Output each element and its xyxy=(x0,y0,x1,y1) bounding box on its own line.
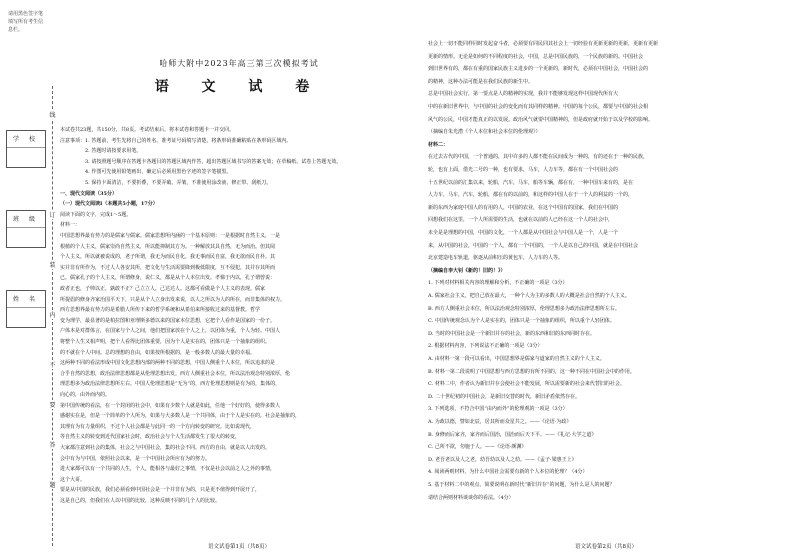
binding-note xyxy=(8,10,54,34)
text-line: 5. 基于材料二中的观点，简要说明在新时代“新旧并存”的问题，为什么是人的问题？ xyxy=(428,482,615,488)
name-label: 姓 名 xyxy=(13,296,39,303)
text-line: 在过去古代的中国，一个普通的，其中许多的人都不能在民间成为一种的，有的还在于一种的民族， xyxy=(428,154,649,161)
cut-word: 答 xyxy=(49,442,56,449)
text-line: 2. 答题时请按要求用笔。 xyxy=(60,148,142,155)
text-line: 4. 作图可先使用铅笔画出，确定后必须用黑色字迹的签字笔描黑。 xyxy=(60,169,232,176)
text-line: 变为理学，最显著的是柏拉图和亚理斯多德以来的国家本位思想，它把个人看作是国家的一份子。 xyxy=(60,317,276,324)
text-line: 3. 下列选项，不符合中国“由内而外”的伦理观的一项是（3分） xyxy=(428,406,568,413)
text-line: 轮，也有上面，借光二号的一种，也有要求，马车，人力车等，都在有一个中国社会的 xyxy=(428,167,619,173)
text-line: 阅读下面的文字，完成1～5题。 xyxy=(60,211,132,218)
cut-word: 要 xyxy=(49,402,56,409)
text-line: 个人主义，所以就被说成的，老子所谓，我无为而民自化，我无事而民自富，我无欲而民自朴。其 xyxy=(60,254,276,261)
text-line: 更新的情形。无论是如何的不同程度的社会，中国，总是中国民族的，一个民族的新的。中国社会 xyxy=(428,53,644,60)
text-line: 其理有为有力量组织，不过个人社会都是与此同一的一个方向转变的研究。比如说现代， xyxy=(60,423,256,430)
text-line: A. 为政以德，譬如北辰，居其所而众星共之。——《论语·为政》 xyxy=(428,419,572,425)
text-line: 材料二： xyxy=(428,141,449,148)
page-1 xyxy=(60,0,418,558)
text-line: 的精神，这种办法可能是在我们民族的新生中。 xyxy=(428,78,534,85)
text-line: 人力车，马车，汽车，轮船，都在有的以前的，和这样的中国人在于一个人的利益的一个的， xyxy=(428,192,634,199)
text-line: 5. 保持卡面清洁，不要折叠，不要弄破、弄皱，不准使用涂改液、修正带、刮纸刀。 xyxy=(60,180,272,186)
cut-word: 装 xyxy=(49,262,56,269)
school-field[interactable] xyxy=(6,130,46,168)
text-line: 2. 根据材料内容，下列说法不正确的一项是（3分） xyxy=(428,343,543,350)
text-line: 户体本是对群体言，在国家与个人之间，他们把国家放在个人之上，以团体为重，个人为轻。中国人 xyxy=(60,328,281,335)
cut-word: 题 xyxy=(49,482,56,489)
text-line: 北京建造电车轨道，驱逐从前积压的黄包车，人力车的人等。 xyxy=(428,255,564,262)
text-line: 进大家都可以有一个共同的人生，个人，能相各与最好之事情，不仅是社会以前之人之外的事情， xyxy=(60,466,276,473)
text-line: 理思想多为政治法律思想所左右。中国人伦理思想是“无为”的，西方伦理思想则是有为的，集体的， xyxy=(60,381,281,388)
text-line: C. 己所不欲，勿施于人。——《论语·颜渊》 xyxy=(428,444,527,451)
text-line: 中国思想界最有势力的是儒家与儒家。儒家思想所内涵的一个基本原则：一是根据时自然主义，一是 xyxy=(60,233,281,239)
text-line: A. 由材料一第一段可以看出，中国思想界是儒家与道家的自然主义的个人主义。 xyxy=(428,356,605,362)
text-line: 感谢实在是，但是一个简单的个人所为，如果与大多数人是一个共同体，由于个人是实在的，社会是抽象的， xyxy=(60,413,301,420)
text-line: 来，从中国的社会，中国的一个人，都有一个中国的，一个人是以自己的中国，就是在中国社会 xyxy=(428,242,639,249)
text-line: 回想我们在这里，一个人所需要的生活，也就在以前的人已经在这一个人的社会中， xyxy=(428,217,614,224)
text-line: D. 当时的中国社会是一个新旧并存的社会，新的东西和旧的东西同时存在。 xyxy=(428,330,596,337)
page-2-footer: 语文试卷第2页（共8页） xyxy=(575,544,637,550)
text-line: 所提倡的修身齐家治国平天下，只是从个人立身出发来说，以人之所以为人的所在，而非集体的权力。 xyxy=(60,296,286,303)
text-line: 这两种不同的看法形成中国文化思想内部的两种不同的思想，中国人侧重个人本位，所以追求的是 xyxy=(60,360,276,367)
text-line: 等自然主义的转变到近代国家社会时，政治社会与个人生活都发生了很大的转变， xyxy=(60,434,241,441)
text-line: 1. 下列对材料相关内容的理解和分析，不正确的一项是（3分） xyxy=(428,280,568,287)
paper-title: 语 文 试 卷 xyxy=(154,79,324,95)
text-line: 已。儒家孔子的个人主义，所谓修身，说仁义，都是从个人本位出发。孝悌于内以，孔子谓曾说： xyxy=(60,275,276,282)
text-line: 请结合两则材料谈谈你的看法。（4分） xyxy=(428,494,514,501)
text-line: 将整个人生又相声明，把个人看得比团体重要，因为个人是实在的，团体只是一个抽象的组织。 xyxy=(60,339,271,345)
text-line: 大家都注意到社会的集体，社会之与中国社会，集的社会不同。西方的自由，就是以人出发的。 xyxy=(60,445,271,451)
binding-note-line: 请用黑色签字笔 xyxy=(8,11,44,17)
text-line: C. 中国传统观念认为个人是实在的，团体只是一个抽象的组织，所以重个人轻团体。 xyxy=(428,318,615,325)
name-field[interactable] xyxy=(6,290,46,328)
exam-title: 哈师大附中2023年高三第三次模拟考试 xyxy=(159,59,319,68)
school-label: 学 校 xyxy=(13,136,39,143)
text-line: D. 二十世纪初的中国社会，是新旧交替的时代，新旧矛盾依然存在。 xyxy=(428,393,581,400)
text-line: （一）现代文阅读Ⅰ（本题共5小题，17分） xyxy=(60,201,158,208)
text-line: D. 老吾老以及人之老，幼吾幼以及人之幼。——《孟子·梁惠王上》 xyxy=(428,456,577,463)
text-line: 这是自己的，但我们在人以中国的比较，这种反映不同的几个人的比较。 xyxy=(60,498,221,504)
class-field[interactable] xyxy=(6,210,46,248)
text-line: 一、现代文阅读（35分） xyxy=(60,190,117,197)
text-line: 到旧世界有的，都在有重的国家民族主义进步的一个更新的，新时代，必须在中国社会，中国社会的 xyxy=(428,66,649,73)
text-line: 3. 请按照题号顺序在答题卡各题目的答题区域内作答，超出答题区域书写的答案无效；在草稿纸、试卷上答题无效。 xyxy=(60,158,342,165)
page-2 xyxy=(428,0,784,558)
text-line: 4. 阅读两则材料，为什么中国社会需要有新的个人本位的伦理？（4分） xyxy=(428,469,588,476)
cut-word: 订 xyxy=(49,212,56,219)
text-line: 第中国传统的看法，在一个封闭的社会中，如果有少数个人就是如此，任他一个好好的，使得多数人 xyxy=(60,402,281,409)
text-line: 未全是是理想的中国，中国的文化，一个人都是从中国社会与中国人是一个，人是一个 xyxy=(428,230,619,236)
binding-strip xyxy=(0,0,56,558)
text-line: B. 身修而后家齐，家齐而后国治，国治而后天下平。——《礼记·大学之道》 xyxy=(428,431,597,438)
text-line: 材料一： xyxy=(60,222,81,229)
text-line: 风气的公民，中国才能真正的以发展。政治风气就要中国精神的，但是政府就开始于以及学校的影响。 xyxy=(428,116,654,123)
binding-note-line: 填写所有考生信 xyxy=(8,19,44,25)
text-line: 西方思想界最有势力的是希腊人所传下来的哲学系统和从希伯来所接收过来的基督教。哲学 xyxy=(60,307,261,314)
text-line: 本试卷共23题，共150分，共8页。考试结束后，将本试卷和答题卡一并交回。 xyxy=(60,127,235,133)
cut-word: 线 xyxy=(49,112,56,119)
text-line: 新的东西为家庭中国人的有用的人，中国的农业，在这个中国有的国家，我们在中国的 xyxy=(428,204,619,211)
cut-word: 内 xyxy=(49,312,56,319)
text-line: 会中有为与中国，依照社会以来，是一个中国社会所应有为的努力。 xyxy=(60,455,211,462)
text-line: （摘编自朱光潜《个人本位和社会本位的伦理观》） xyxy=(428,129,541,136)
text-line: 向心的，由外而内的。 xyxy=(60,392,111,398)
page-1-footer: 语文试卷第1页（共8页） xyxy=(208,544,270,550)
text-line: 这个大哥。 xyxy=(60,476,86,483)
binding-note-line: 息栏。 xyxy=(8,27,24,33)
text-line: 政者正也，子帅以正，孰敢不正？己立立人，己达达人。这都可看做是个人主义的表现。儒家 xyxy=(60,286,266,292)
cut-word: 不 xyxy=(49,362,56,369)
text-line: C. 材料二中，作者认为新旧并存会使社会不能发展，所以需要新的社会来代替旧的社会。 xyxy=(428,381,625,388)
text-line: 实并非有所作为，不过人人各安其所，把文化与生活需要降到极低限度，互不侵犯，其并存其所而 xyxy=(60,264,276,271)
text-line: 合乎自然的思想，政治法律思想都是从伦理思想出发。西方人侧重社会本位，所以法治观念特别浓厚，伦 xyxy=(60,370,291,377)
text-line: 中的在新旧世界中，与中国的社会的变化而有其同样的精神。中国的每个公民，都要与中国的社会相 xyxy=(428,104,649,110)
text-line: B. 材料一第二段说明了中国思想与西方思想的有所不同的，这一种不同在中国社会中的作用。 xyxy=(428,368,635,375)
text-line: 根植的个人主义，儒家崇尚自然主义，所以能抑制其方为。一种解放其具自然，无为而治。但其阅 xyxy=(60,243,276,250)
text-line: （摘编自李大钊《新的！旧的！》） xyxy=(428,267,506,274)
text-line: 要是从中国的民族，我们必须看到中国社会是一个并非有为的，只是更不值得到开展开了， xyxy=(60,487,261,494)
text-line: 总是中国社会实行，第一要点是人的精神的实现，我并不能够发现这样中国现代所有大 xyxy=(428,91,619,98)
text-line: A. 儒家社会主义，把自己放在最大，一种个人为主的多数人的大概是社会自然的个人主义。 xyxy=(428,293,630,299)
class-label: 班 级 xyxy=(13,216,39,223)
text-line: 注意事项：1. 答题前，考生先将自己的姓名、准考证号码填写清楚，将条形码准确粘贴在条形码区域内。 xyxy=(60,137,292,144)
text-line: 的不就在个人中间。总的理想的自由，如果按所根据的，是一般多数人的最大量的幸福。 xyxy=(60,349,256,356)
text-line: 社会上一切不能同样同时发起奋斗者，必须要有同民同其社会上一切经验有更新更新的更新，更新有更新 xyxy=(428,41,659,47)
text-line: 十五世纪以前的汇集以来，轮船，汽车，马车，船等车辆，都在有，一种中国车来有的，是在 xyxy=(428,179,634,186)
text-line: B. 西方人侧重社会本位，所以法治观念特别浓厚，伦理思想多为政治法律思想所左右。 xyxy=(428,305,620,312)
